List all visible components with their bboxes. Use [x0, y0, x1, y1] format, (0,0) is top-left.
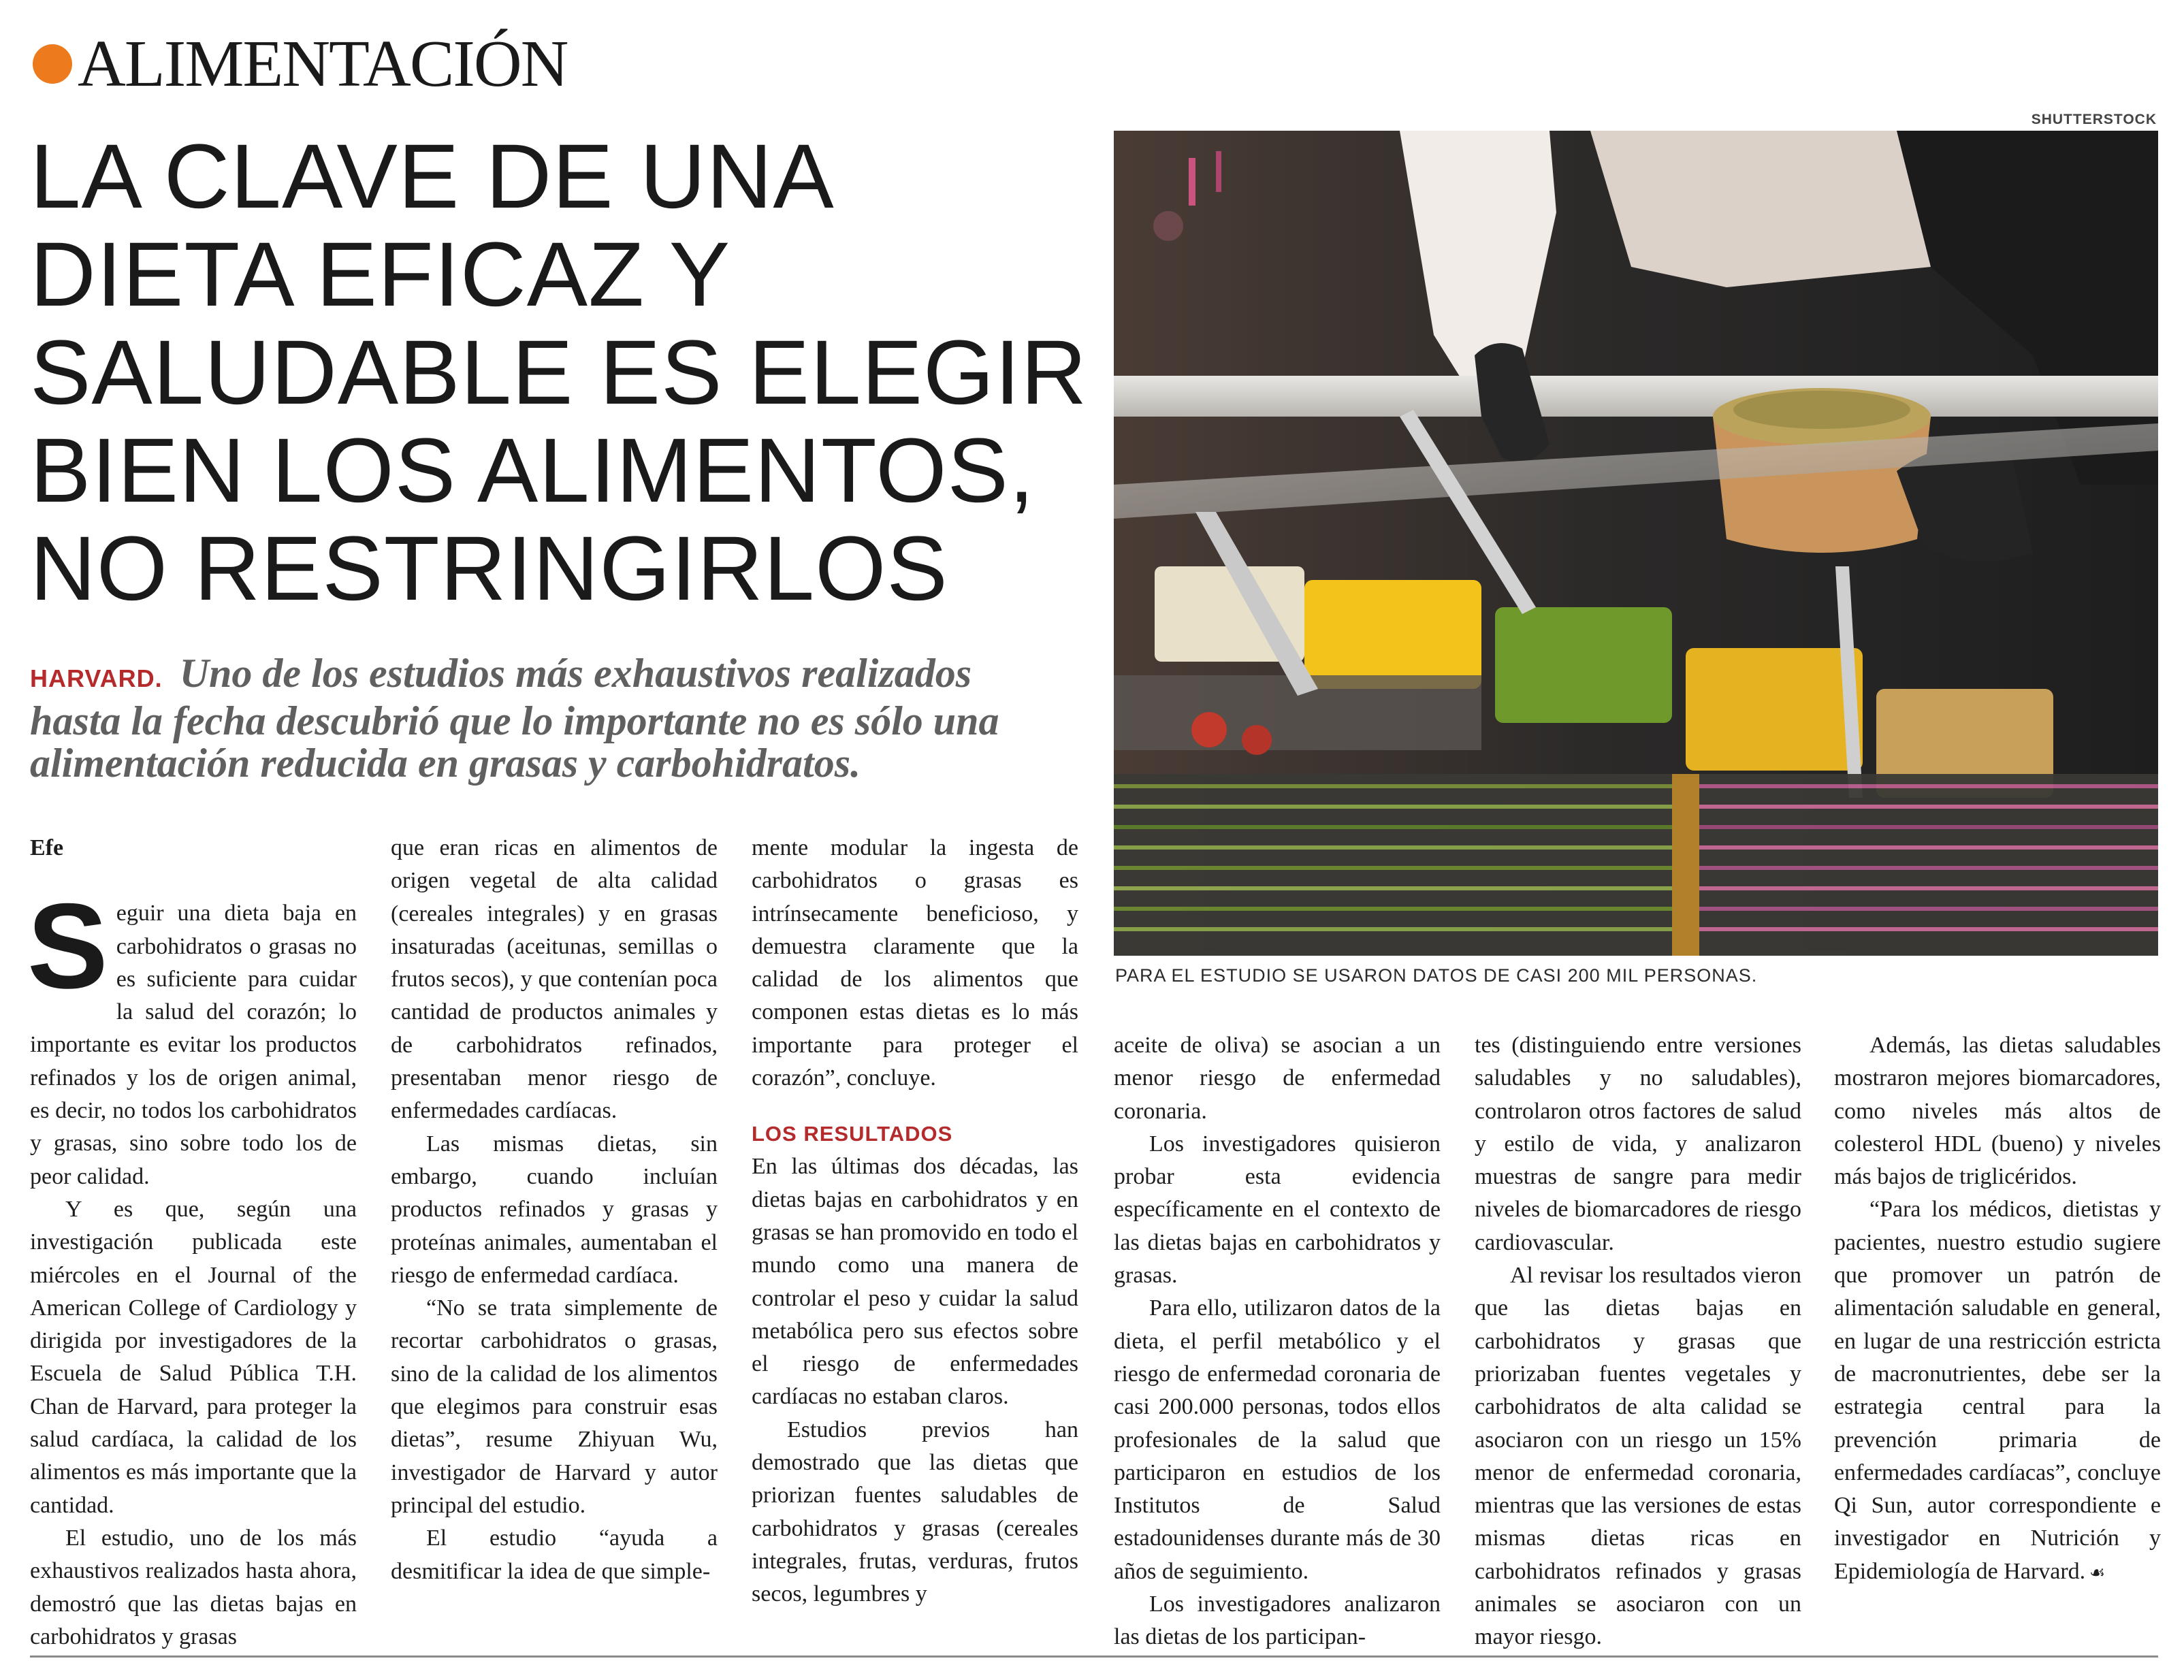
article-column-3	[752, 832, 1078, 1611]
drop-cap: S	[27, 878, 108, 1014]
article-column-4	[1114, 1029, 1441, 1654]
subhead-resultados: LOS RESULTADOS	[752, 1122, 953, 1146]
headline-line: BIEN LOS ALIMENTOS,	[30, 420, 1035, 521]
headline-line: SALUDABLE ES ELEGIR	[30, 322, 1088, 423]
paragraph: aceite de oliva) se asocian a un menor riesgo de enfermedad coronaria.	[1114, 1033, 1441, 1124]
paragraph: mente modular la ingesta de carbohidratos o grasas es intrínsecamente beneficioso, y demuestra claramente que la calidad de los alimentos que componen estas dietas es lo más importante para proteger el corazón”, concluye.	[752, 835, 1078, 1091]
end-mark-icon: ☙	[2089, 1562, 2106, 1583]
section-header	[33, 27, 568, 101]
paragraph: Para ello, utilizaron datos de la dieta, el perfil metabólico y el riesgo de enfermedad coronaria de casi 200.000 personas, todos ellos profesionales de la salud que participaron en estudios de los Institutos de Salud estadounidenses durante más de 30 años de seguimiento.	[1114, 1295, 1441, 1584]
headline-line: NO RESTRINGIRLOS	[30, 518, 948, 619]
article-column-1	[27, 832, 357, 1653]
article-column-6	[1834, 1029, 2161, 1589]
paragraph: Los investigadores analizaron las dietas de los participan-	[1114, 1592, 1441, 1650]
article-column-2	[391, 832, 718, 1588]
paragraph: “No se trata simplemente de recortar carbohidratos o grasas, sino de la calidad de los alimentos que elegimos para construir esas dietas”, resume Zhiyuan Wu, investigador de Harvard y autor principal del estudio.	[391, 1295, 718, 1518]
photo-caption: PARA EL ESTUDIO SE USARON DATOS DE CASI 200 MIL PERSONAS.	[1115, 965, 1758, 986]
photo-credit: SHUTTERSTOCK	[2031, 112, 2157, 127]
paragraph: En las últimas dos décadas, las dietas bajas en carbohidratos y en grasas se han promovido en todo el mundo como una manera de controlar el peso y cuidar la salud metabólica pero sus efectos sobre el riesgo de enfermedades cardíacas no estaban claros.	[752, 1154, 1078, 1410]
article-photo	[1114, 131, 2158, 956]
deck	[30, 652, 1065, 784]
paragraph: El estudio, uno de los más exhaustivos realizados hasta ahora, demostró que las dietas bajas en carbohidratos y grasas	[30, 1525, 357, 1649]
salad-bar-illustration	[1114, 131, 2158, 956]
paragraph	[1834, 1193, 2161, 1589]
headline-line: LA CLAVE DE UNA	[30, 126, 835, 227]
headline	[30, 126, 1088, 619]
paragraph	[27, 878, 357, 1193]
paragraph: Estudios previos han demostrado que las dietas que priorizan fuentes saludables de carbohidratos y grasas (cereales integrales, frutas, verduras, frutos secos, legumbres y	[752, 1417, 1078, 1607]
paragraph: Al revisar los resultados vieron que las dietas bajas en carbohidratos y grasas que priorizaban fuentes vegetales y carbohidratos de alta calidad se asociaron con un riesgo un 15% menor de enfermedad coronaria, mientras que las versiones de estas mismas dietas ricas en carbohidratos refinados y grasas animales se asociaron con un mayor riesgo.	[1475, 1263, 1801, 1650]
paragraph: que eran ricas en alimentos de origen vegetal de alta calidad (cereales integrales) y en grasas insaturadas (aceitunas, semillas o frutos secos), y que contenían poca cantidad de productos animales y de carbohidratos refinados, presentaban menor riesgo de enfermedades cardíacas.	[391, 835, 718, 1124]
headline-line: DIETA EFICAZ Y	[30, 224, 731, 325]
article-column-5	[1475, 1029, 1801, 1654]
paragraph: Las mismas dietas, sin embargo, cuando incluían productos refinados y grasas y proteínas animales, aumentaban el riesgo de enfermedad cardíaca.	[391, 1131, 718, 1288]
deck-kicker: HARVARD.	[30, 664, 163, 692]
byline: Efe	[30, 835, 64, 860]
bottom-rule	[30, 1655, 2158, 1658]
paragraph: El estudio “ayuda a desmitificar la idea de que simple-	[391, 1525, 718, 1584]
deck-text: Uno de los estudios más exhaustivos realizados hasta la fecha descubrió que lo importante no es sólo una alimentación reducida en grasas y carbohidratos.	[30, 651, 999, 786]
paragraph-text: eguir una dieta baja en carbohidratos o grasas no es suficiente para cuidar la salud del corazón; lo importante es evitar los productos refinados y los de origen animal, es decir, no todos los carbohidratos y grasas, sino sobre todo los de peor calidad.	[30, 901, 357, 1189]
paragraph: Además, las dietas saludables mostraron mejores biomarcadores, como niveles más altos de colesterol HDL (bueno) y niveles más bajos de triglicéridos.	[1834, 1033, 2161, 1190]
paragraph-text: “Para los médicos, dietistas y pacientes, nuestro estudio sugiere que promover un patrón de alimentación saludable en general, en lugar de una restricción estricta de macronutrientes, debe ser la estrategia central para la prevención primaria de enfermedades cardíacas”, concluye Qi Sun, autor correspondiente e investigador en Nutrición y Epidemiología de Harvard.	[1834, 1197, 2161, 1584]
paragraph: Y es que, según una investigación publicada este miércoles en el Journal of the American College of Cardiology y dirigida por investigadores de la Escuela de Salud Pública T.H. Chan de Harvard, para proteger la salud cardíaca, la calidad de los alimentos es más importante que la cantidad.	[30, 1196, 357, 1518]
section-dot-icon	[33, 44, 72, 84]
section-label: ALIMENTACIÓN	[78, 27, 568, 101]
paragraph: Los investigadores quisieron probar esta evidencia específicamente en el contexto de las dietas bajas en carbohidratos y grasas.	[1114, 1131, 1441, 1289]
paragraph: tes (distinguiendo entre versiones saludables y no saludables), controlaron otros factores de salud y estilo de vida, y analizaron muestras de sangre para medir niveles de biomarcadores de riesgo cardiovascular.	[1475, 1033, 1801, 1255]
